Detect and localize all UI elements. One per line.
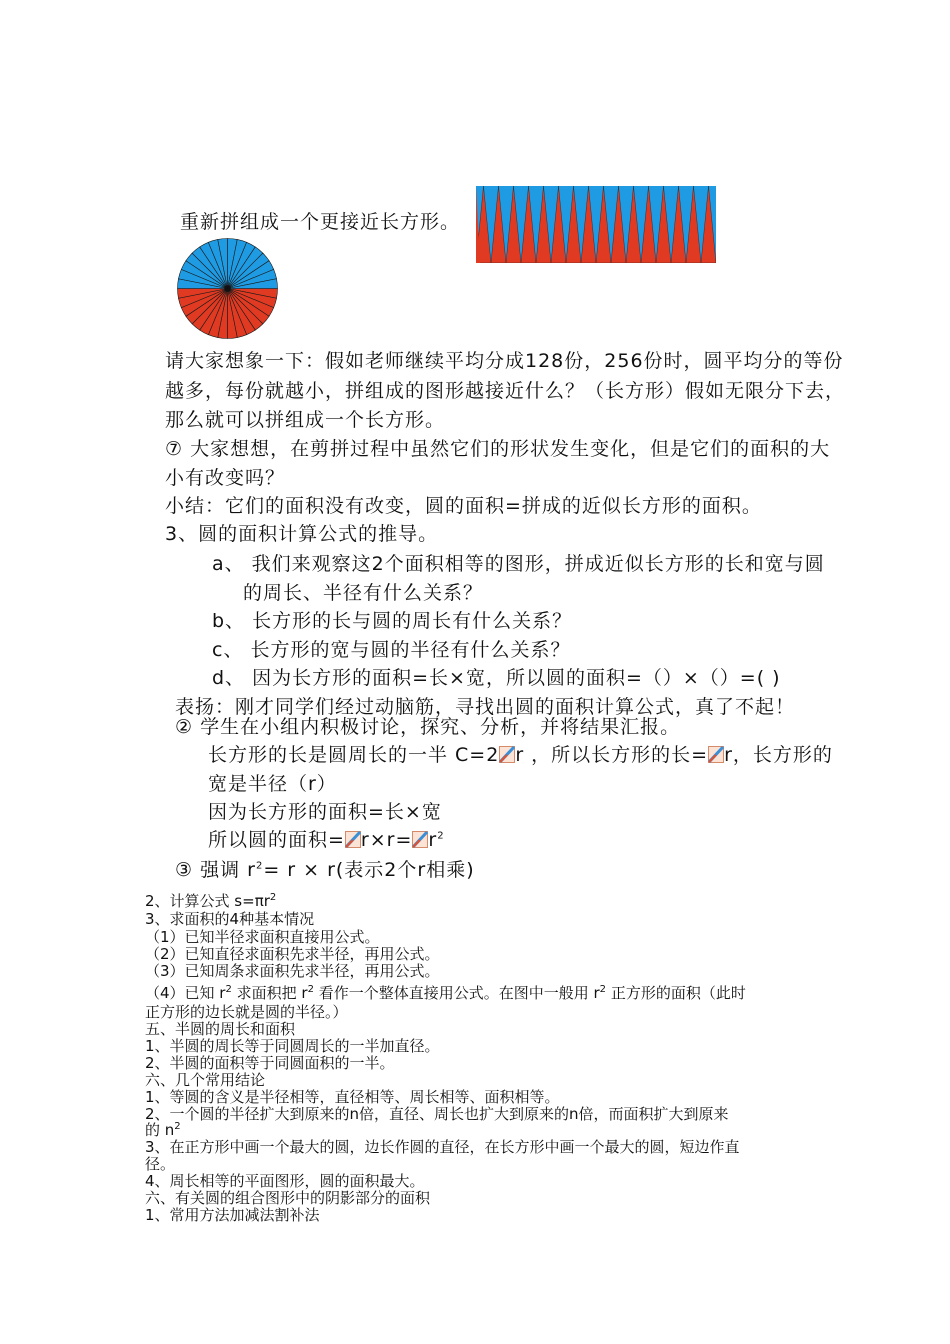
derive-line-4-a: 所以圆的面积= (208, 829, 345, 851)
formula-text: 2、计算公式 s=πr (145, 892, 270, 910)
imagine-line-1: 请大家想象一下：假如老师继续平均分成128份，256份时，圆平均分的等份 (165, 350, 844, 372)
case-4-d: 正方形的面积（此时 (606, 984, 746, 1002)
question-d: d、 因为长方形的面积=长×宽，所以圆的面积=（）×（）=( ) (212, 667, 781, 689)
case-4-a: （4）已知 r (145, 984, 226, 1002)
section-6-item-1: 1、等圆的含义是半径相等，直径相等、周长相等、面积相等。 (145, 1088, 560, 1106)
case-4-line-1 (145, 982, 746, 1003)
case-3: （3）已知周条求面积先求半径，再用公式。 (145, 962, 440, 980)
case-4-sup-2: 2 (307, 984, 314, 995)
section-6-item-3-line-2: 径。 (145, 1155, 176, 1173)
figure-caption: 重新拼组成一个更接近长方形。 (180, 211, 461, 233)
question-c: c、 长方形的宽与圆的半径有什么关系？ (212, 639, 571, 661)
derivation-title: 3、圆的面积计算公式的推导。 (165, 523, 439, 545)
formula-sup: 2 (269, 892, 277, 903)
question-a-line-2: 的周长、半径有什么关系？ (243, 582, 484, 604)
derive-line-4 (208, 825, 445, 852)
item7-line-1: ⑦ 大家想想，在剪拼过程中虽然它们的形状发生变化，但是它们的面积的大 (165, 438, 831, 460)
derive-line-3: 因为长方形的面积=长×宽 (208, 801, 442, 823)
derive-line-4-c: r (428, 829, 438, 851)
case-2: （2）已知直径求面积先求半径，再用公式。 (145, 945, 440, 963)
imagine-line-2: 越多，每份就越小，拼组成的图形越接近什么？（长方形）假如无限分下去， (165, 380, 846, 402)
derive-line-1 (208, 740, 833, 767)
case-4-sup-1: 2 (225, 984, 232, 995)
derive-line-1-c: r，长方形的 (724, 744, 833, 766)
section-7-item-1: 1、常用方法加减法割补法 (145, 1206, 320, 1224)
section-6-item-2-line-1: 2、一个圆的半径扩大到原来的n倍，直径、周长也扩大到原来的n倍，而面积扩大到原来 (145, 1105, 729, 1123)
derive-line-4-sup: 2 (437, 830, 445, 842)
section-6-item-3-line-1: 3、在正方形中画一个最大的圆，边长作圆的直径，在长方形中画一个最大的圆，短边作直 (145, 1138, 740, 1156)
pi-image-icon (345, 831, 361, 848)
case-4-b: 求面积把 r (231, 984, 308, 1002)
item3-a: ③ 强调 r (175, 859, 256, 881)
section-5-item-2: 2、半圆的面积等于同圆面积的一半。 (145, 1054, 395, 1072)
item7-line-2: 小有改变吗？ (165, 467, 286, 489)
pi-image-icon (499, 746, 515, 763)
pi-image-icon (412, 831, 428, 848)
case-4-sup-3: 2 (599, 984, 607, 995)
case-4-c: 看作一个整体直接用公式。在图中一般用 r (313, 984, 600, 1002)
praise: 表扬：刚才同学们经过动脑筋，寻找出圆的面积计算公式，真了不起！ (175, 696, 796, 718)
derive-line-2: 宽是半径（r） (208, 773, 337, 795)
item2: ② 学生在小组内积极讨论，探究、分析，并将结果汇报。 (175, 716, 681, 738)
divided-circle-figure (177, 238, 278, 339)
section-6-item-4: 4、周长相等的平面图形，圆的面积最大。 (145, 1172, 425, 1190)
derive-line-1-a: 长方形的长是圆周长的一半 C=2 (208, 744, 500, 766)
rearranged-rectangle-figure (476, 186, 716, 263)
case-1: （1）已知半径求面积直接用公式。 (145, 928, 380, 946)
section-6-title: 六、几个常用结论 (145, 1071, 266, 1089)
section-5-title: 五、半圆的周长和面积 (145, 1020, 296, 1038)
circle-center (225, 286, 231, 292)
pi-image-icon (708, 746, 724, 763)
imagine-line-3: 那么就可以拼组成一个长方形。 (165, 409, 446, 431)
question-a-line-1: a、 我们来观察这2个面积相等的图形，拼成近似长方形的长和宽与圆 (212, 553, 825, 575)
section-7-title: 六、有关圆的组合图形中的阴影部分的面积 (145, 1189, 431, 1207)
question-b: b、 长方形的长与圆的周长有什么关系？ (212, 610, 573, 632)
item3-sup: 2 (255, 860, 264, 872)
section-6-item-2-b: 的 n (145, 1121, 175, 1139)
item3-b: = r × r(表示2个r相乘) (263, 859, 475, 881)
derive-line-1-b: r ，所以长方形的长= (515, 744, 709, 766)
section-6-item-2-sup: 2 (174, 1121, 181, 1132)
summary: 小结：它们的面积没有改变，圆的面积=拼成的近似长方形的面积。 (165, 495, 762, 517)
derive-line-4-b: r×r= (360, 829, 413, 851)
case-4-line-2: 正方形的边长就是圆的半径。） (145, 1003, 348, 1021)
cases-title: 3、求面积的4种基本情况 (145, 910, 315, 928)
section-5-item-1: 1、半圆的周长等于同圆周长的一半加直径。 (145, 1037, 440, 1055)
item3 (175, 855, 475, 882)
